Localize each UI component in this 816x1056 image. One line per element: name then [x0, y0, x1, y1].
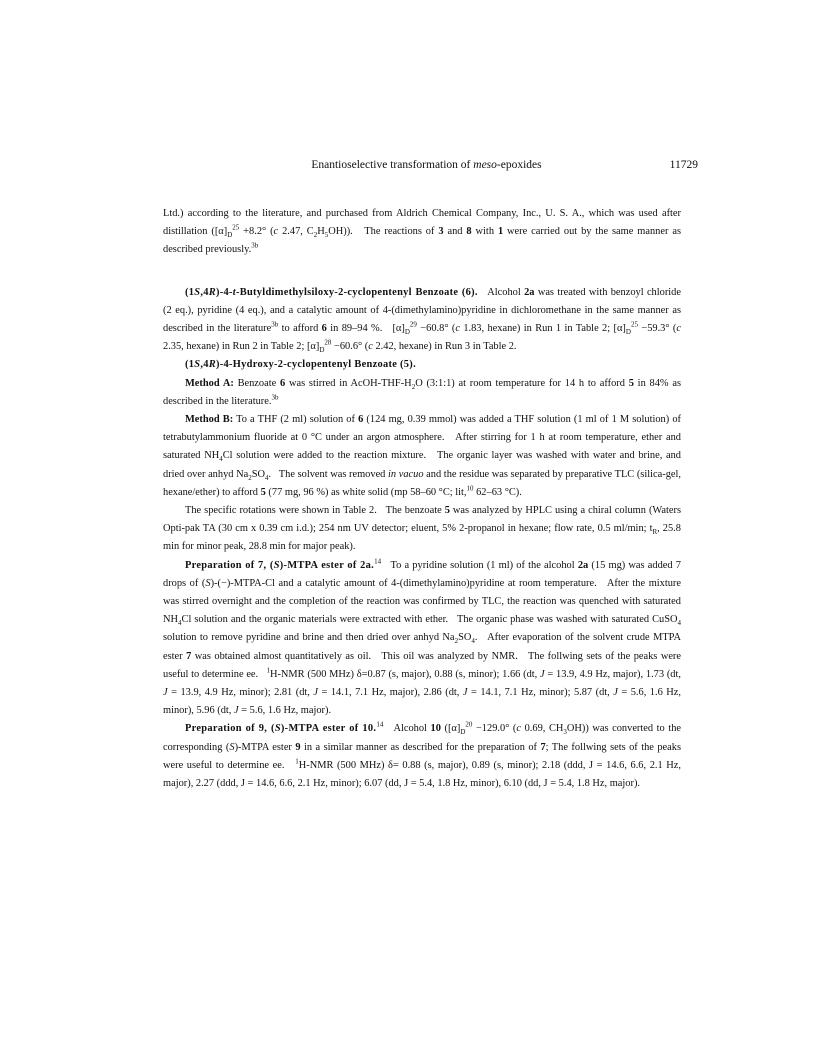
section-compound-6: (1S,4R)-4-t-Butyldimethylsiloxy-2-cyclopentenyl Benzoate (6). Alcohol 2a was treated with benzoyl chloride (2 eq.), pyridine (4 eq.), and a catalytic amount of 4-(dimethylamino)pyridine in dichloromethane in the same manner as described in the literature$^{3b}$ to afford 6 in 89–94 %. $[\alpha]_D^{29} -60.8^\circ$ (c 1.83, hexane) in Run 1 in Table 2; $[\alpha]_D^{25} -59.3^\circ$ (c 2.35, hexane) in Run 2 in Table 2; $[\alpha]_D^{28} -60.6^\circ$ (c 2.42, hexane) in Run 3 in Table 2.: [163, 286, 681, 355]
section-method-a: Method A: Benzoate 6 was stirred in AcOH-$THF-H_2O$ (3:1:1) at room temperature for 14 h to afford 5 in 84% as described in the literature.$^{3b}$: [163, 377, 682, 407]
section-method-b: Method B: To a THF (2 ml) solution of 6 (124 mg, 0.39 mmol) was added a THF solution (1 ml of 1 M solution) of tetrabutylammonium fluoride at 0 °C under an argon atmosphere. After stirring for 1 h at room temperature, ether and saturated $NH_4Cl$ solution were added to the reaction mixture. The organic layer was washed with water and brine, and dried over anhyd $Na_2SO_4$. The solvent was removed in vacuo and the residue was separated by preparative TLC (silica-gel, hexane/ether) to afford 5 (77 mg, 96 %) as white solid (mp 58–60 °C; lit,$^{10}$ 62–63 °C).: [163, 414, 681, 498]
running-title: Enantioselective transformation of meso-epoxides: [311, 159, 542, 171]
article-body: [163, 205, 681, 793]
section-preparation-9: Preparation of 9, (S)-MTPA ester of 10.14 Alcohol 10 ($[\alpha]_D^{20} -129.0^\circ$ (c 0.69, $CH_3OH$)) was converted to the corresponding (S)-MTPA ester 9 in a similar manner as described for the preparation of 7; The follwing sets of the peaks were useful to determine ee. $^1$H-NMR (500 MHz) δ= 0.88 (s, major), 0.89 (s, minor); 2.18 (ddd, J = 14.6, 6.6, 2.1 Hz, major), 2.27 (ddd, J = 14.6, 6.6, 2.1 Hz, minor); 6.07 (dd, J = 5.4, 1.8 Hz, minor), 6.10 (dd, J = 5.4, 1.8 Hz, major).: [163, 721, 682, 790]
page-header: [163, 159, 698, 175]
section-specific-rotations: The specific rotations were shown in Table 2. The benzoate 5 was analyzed by HPLC using a chiral column (Waters Opti-pak TA (30 cm x 0.39 cm i.d.); 254 nm UV detector; eluent, 5% 2-propanol in hexane; flow rate, 0.5 ml/min; $t_R$, 25.8 min for minor peak, 28.8 min for major peak).: [163, 505, 681, 553]
page-number: 11729: [669, 159, 698, 171]
heading-compound-5: (1S,4R)-4-Hydroxy-2-cyclopentenyl Benzoate (5).: [185, 359, 416, 371]
paragraph-continuation: Ltd.) according to the literature, and purchased from Aldrich Chemical Company, Inc., U. S. A., which was used after distillation ($[\alpha]_D^{25} +8.2^\circ$ (c 2.47, $C_2H_5OH$)). The reactions of 3 and 8 with 1 were carried out by the same manner as described previously.$^{3b}$: [163, 208, 681, 256]
section-preparation-7: Preparation of 7, (S)-MTPA ester of 2a.$^{14}$ To a pyridine solution (1 ml) of the alcohol 2a (15 mg) was added 7 drops of (S)-(−)-MTPA-Cl and a catalytic amount of 4-(dimethylamino)pyridine at room temperature. After the mixture was stirred overnight and the completion of the reaction was confirmed by TLC, the reaction was quenched with saturated $NH_4Cl$ solution and the organic materials were extracted with ether. The organic phase was washed with saturated CuSO$_4$ solution to remove pyridine and brine and then dried over anhyd $Na_2SO_4$. After evaporation of the solvent crude MTPA ester 7 was obtained almost quantitatively as oil. This oil was analyzed by NMR. The follwing sets of the peaks were useful to determine ee. $^1$H-NMR (500 MHz) δ=0.87 (s, major), 0.88 (s, minor); 1.66 (dt, J = 13.9, 4.9 Hz, major), 1.73 (dt, J = 13.9, 4.9 Hz, minor); 2.81 (dt, J = 14.1, 7.1 Hz, major), 2.86 (dt, J = 14.1, 7.1 Hz, minor); 5.87 (dt, J = 5.6, 1.6 Hz, minor), 5.96 (dt, J = 5.6, 1.6 Hz, major).: [163, 557, 682, 717]
heading-compound-6: (1S,4R)-4-t-Butyldimethylsiloxy-2-cyclopentenyl Benzoate (6).: [185, 286, 478, 298]
